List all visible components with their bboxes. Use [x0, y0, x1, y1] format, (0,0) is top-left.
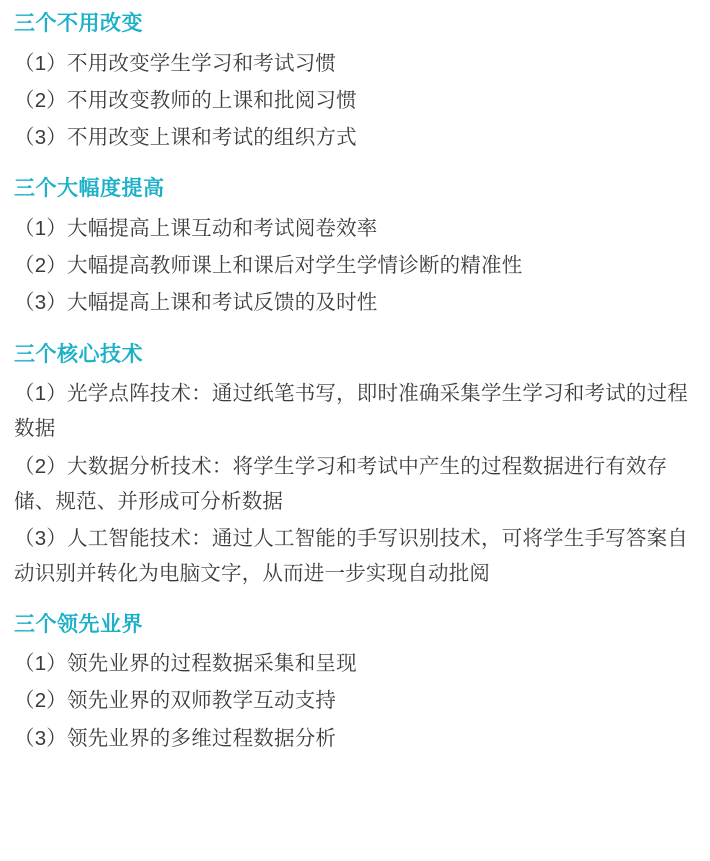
section-spacer	[14, 159, 696, 173]
list-item: （2）大数据分析技术：将学生学习和考试中产生的过程数据进行有效存储、规范、并形成可分析数据	[14, 454, 668, 513]
section-heading: 三个大幅度提高	[14, 177, 165, 201]
section-heading: 三个领先业界	[14, 612, 143, 636]
list-item: （1）大幅提高上课互动和考试阅卷效率	[14, 216, 378, 240]
section-item-list	[14, 211, 696, 321]
section-no-change	[14, 8, 696, 155]
section-item-list	[14, 46, 696, 156]
list-item: （3）人工智能技术：通过人工智能的手写识别技术，可将学生手写答案自动识别并转化为电脑文字，从而进一步实现自动批阅	[14, 527, 688, 586]
list-item: （3）大幅提高上课和考试反馈的及时性	[14, 291, 378, 315]
section-heading: 三个不用改变	[14, 12, 143, 35]
section-heading: 三个核心技术	[14, 342, 143, 366]
list-item: （3）领先业界的多维过程数据分析	[14, 726, 337, 750]
section-industry-leading	[14, 609, 696, 756]
section-spacer	[14, 596, 696, 609]
section-item-list	[14, 376, 696, 592]
list-item: （1）不用改变学生学习和考试习惯	[14, 51, 337, 75]
list-item: （1）领先业界的过程数据采集和呈现	[14, 652, 357, 675]
list-item: （1）光学点阵技术：通过纸笔书写，即时准确采集学生学习和考试的过程数据	[14, 382, 688, 441]
list-item: （2）不用改变教师的上课和批阅习惯	[14, 88, 357, 112]
section-big-improvement	[14, 173, 696, 320]
section-item-list	[14, 646, 696, 756]
list-item: （2）大幅提高教师课上和课后对学生学情诊断的精准性	[14, 254, 523, 277]
list-item: （3）不用改变上课和考试的组织方式	[14, 126, 357, 149]
section-core-technology	[14, 339, 696, 592]
section-spacer	[14, 325, 696, 339]
list-item: （2）领先业界的双师教学互动支持	[14, 689, 337, 713]
